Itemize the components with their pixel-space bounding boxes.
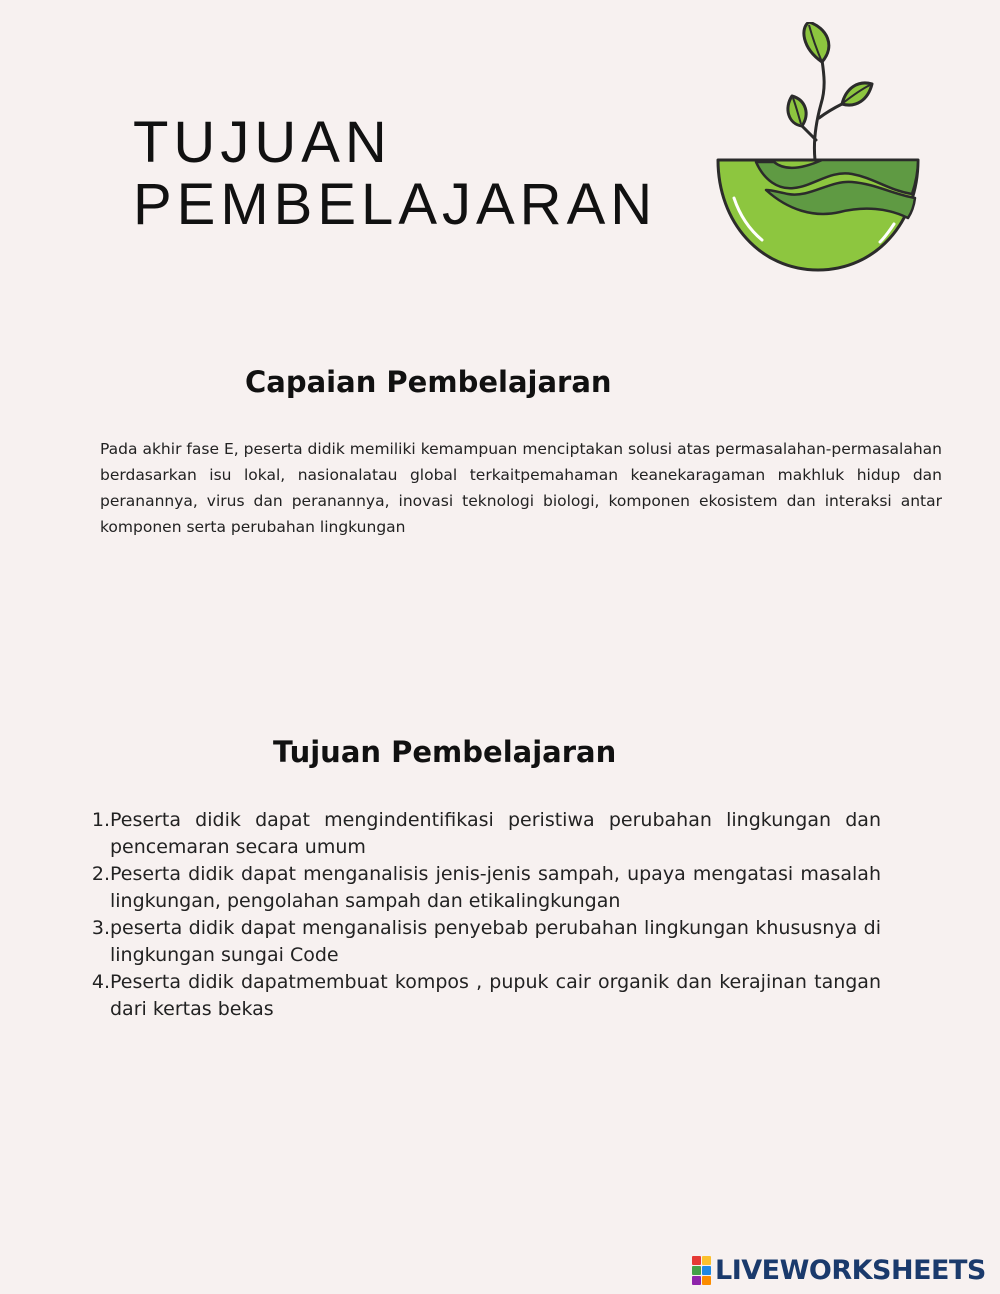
plant-bowl-icon	[712, 22, 926, 274]
objective-text: Peserta didik dapat mengindentifikasi peristiwa perubahan lingkungan dan pencemaran secara umum	[110, 809, 881, 858]
logo-block	[692, 1276, 701, 1285]
logo-block	[702, 1256, 711, 1265]
page-title-line2: PEMBELAJARAN	[133, 172, 658, 237]
tujuan-heading: Tujuan Pembelajaran	[273, 735, 617, 769]
objective-text: Peserta didik dapatmembuat kompos , pupuk cair organik dan kerajinan tangan dari kertas bekas	[110, 971, 881, 1020]
logo-block	[702, 1276, 711, 1285]
capaian-heading: Capaian Pembelajaran	[245, 365, 612, 399]
objective-text: peserta didik dapat menganalisis penyebab perubahan lingkungan khususnya di lingkungan sungai Code	[110, 917, 881, 966]
page-title-line1: TUJUAN	[133, 110, 392, 175]
objective-item-2	[90, 861, 881, 915]
objective-item-1	[90, 807, 881, 861]
liveworksheets-logo[interactable]	[692, 1254, 986, 1286]
objective-item-3	[90, 915, 881, 969]
objective-number: 3.	[91, 917, 110, 939]
objective-number: 4.	[91, 971, 110, 993]
capaian-paragraph: Pada akhir fase E, peserta didik memiliki kemampuan menciptakan solusi atas permasalahan-permasalahan berdasarkan isu lokal, nasionalatau global terkaitpemahaman keanekaragaman makhluk hidup dan peranannya, virus dan peranannya, inovasi teknologi biologi, komponen ekosistem dan interaksi antar komponen serta perubahan lingkungan	[100, 440, 942, 536]
logo-text: LIVEWORKSHEETS	[715, 1254, 986, 1286]
logo-block	[702, 1266, 711, 1275]
objective-number: 1.	[91, 809, 110, 831]
objective-text: Peserta didik dapat menganalisis jenis-jenis sampah, upaya mengatasi masalah lingkungan, pengolahan sampah dan etikalingkungan	[110, 863, 881, 912]
page-title	[133, 112, 657, 236]
leaf-top	[804, 22, 829, 62]
objective-number: 2.	[91, 863, 110, 885]
logo-blocks-icon	[692, 1256, 711, 1285]
objective-list	[90, 807, 881, 1023]
logo-block	[692, 1256, 701, 1265]
logo-block	[692, 1266, 701, 1275]
objective-item-4	[90, 969, 881, 1023]
